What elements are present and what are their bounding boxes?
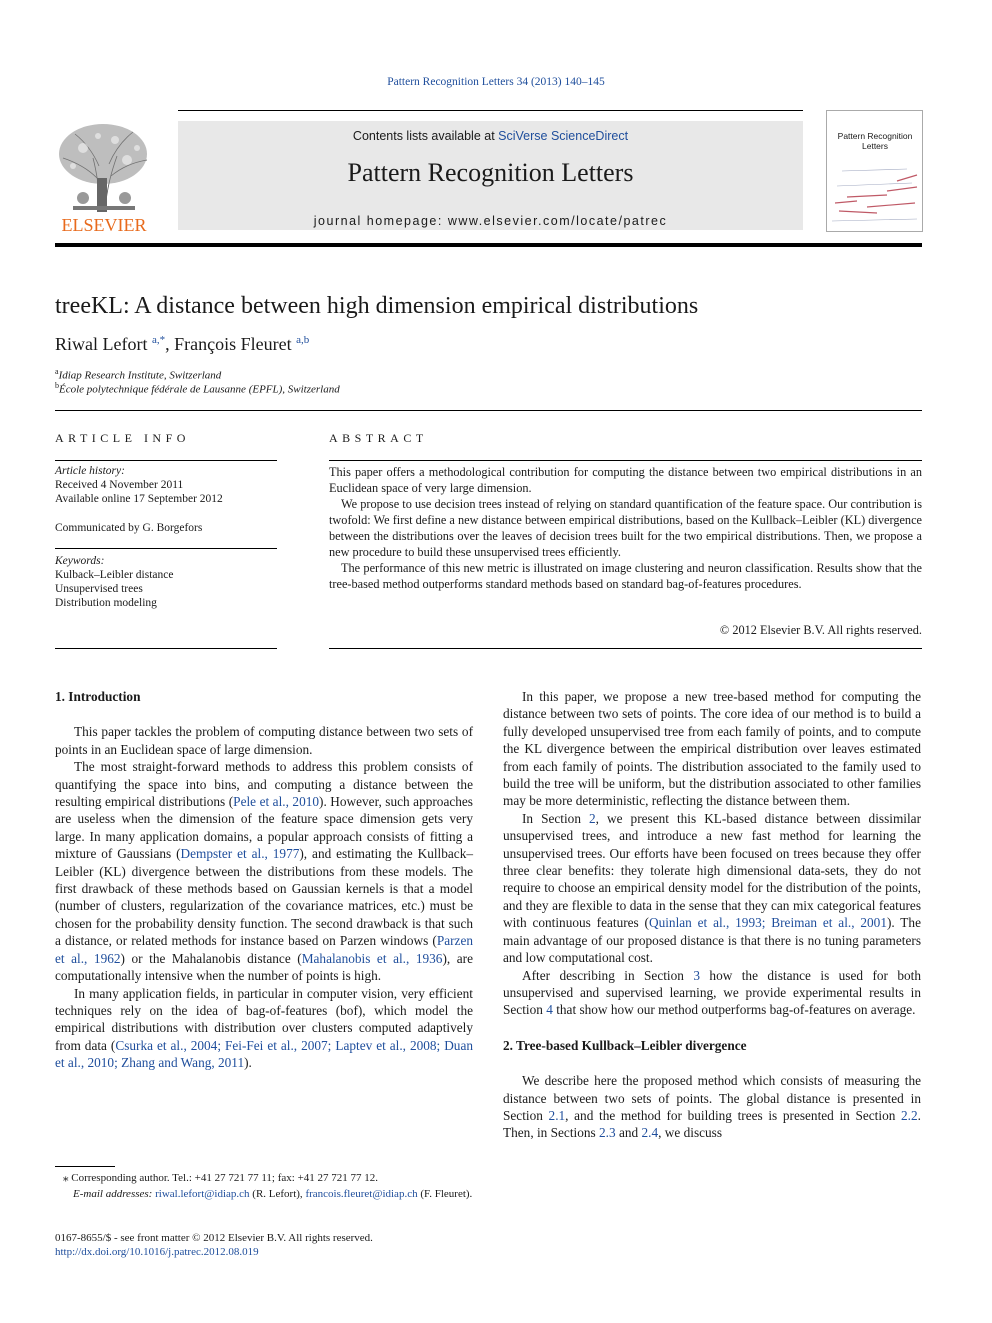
abstract-rule (329, 648, 922, 649)
citation-link[interactable]: Dempster et al., 1977 (180, 846, 300, 862)
sciencedirect-link[interactable]: SciVerse ScienceDirect (498, 129, 629, 143)
info-rule (55, 548, 277, 549)
svg-text:ELSEVIER: ELSEVIER (61, 215, 147, 234)
author-list: Riwal Lefort $^{a,*}$, François Fleuret $^{a,b}$ (55, 334, 310, 354)
section-link[interactable]: 4 (546, 1002, 553, 1018)
abstract-text: This paper offers a methodological contribution for computing the distance between two empirical distributions in an Euclidean space of very large dimension. We propose to use decision trees instead of relying on standard quantification of the feature space. Our contribution is twofold: We first define a new distance between empirical distributions, based on the Kullback–Leibler (KL) divergence between the distributions over the leaves of decision trees built for the two empirical distributions. Then, we propose a new procedure to build these unsupervised trees efficiently. The performance of this new metric is illustrated on image clustering and neuron classification. Results show that the tree-based method outperforms standard methods based on standard bag-of-features procedures. (329, 465, 922, 591)
article-history: Article history: Received 4 November 2011 Available online 17 September 2012 Communicated by G. Borgefors (55, 464, 277, 535)
journal-banner (178, 121, 803, 230)
section-heading: 2. Tree-based Kullback–Leibler divergence (503, 1037, 747, 1053)
author-name: Riwal Lefort (55, 334, 148, 354)
affiliation: $^b$École polytechnique fédérale de Lausanne (EPFL), Switzerland (55, 381, 340, 396)
email-footnote: E-mail addresses: riwal.lefort@idiap.ch (R. Lefort), francois.fleuret@idiap.ch (F. Fleuret). (73, 1188, 473, 1200)
header-thick-rule (55, 243, 922, 247)
author-affiliation-marker[interactable]: a,b (296, 334, 310, 346)
citation-link[interactable]: Quinlan et al., 1993; Breiman et al., 2001 (648, 915, 887, 931)
journal-cover (826, 110, 923, 232)
section-rule (55, 410, 922, 411)
abstract-rule (329, 460, 922, 461)
section-link[interactable]: 2.3 (599, 1125, 616, 1141)
paragraph: In this paper, we propose a new tree-based method for computing the distance between two sets of points. The core idea of our method is to build a fully developed unsupervised tree from each family of points, and to compute the KL divergence between the empirical distribution over leaves estimated from each family of points. The distribution associated to the family used to build the tree will be uniform, but the distribution associated to other families may be more deterministic, reflecting the distance between them. (503, 689, 921, 809)
paragraph: In Section 2, we present this KL-based distance between dissimilar unsupervised trees, and introduce a new fast method for learning the unsupervised trees. Our efforts have been focused on trees because they offer three clear benefits: they tolerate high dimensional data-sets, they do not require to choose an empirical density model for the distribution of the points, and they are flexible to data in the sense that they can mix categorical features with continuous features (Quinlan et al., 1993; Breiman et al., 2001). The main advantage of our proposed distance is that there is no tuning parameters and low computational cost. (503, 810, 922, 966)
section-link[interactable]: 2.4 (641, 1125, 659, 1141)
section-link[interactable]: 2 (589, 810, 596, 826)
section-link[interactable]: 2.2 (901, 1107, 918, 1123)
info-rule (55, 648, 277, 649)
affiliation: $^a$Idiap Research Institute, Switzerland (55, 367, 222, 382)
contents-line: Contents lists available at SciVerse ScienceDirect (352, 129, 629, 143)
communicated-by: Communicated by G. Borgefors (55, 522, 203, 534)
info-rule (55, 460, 277, 461)
citation-link[interactable]: Mahalanobis et al., 1936 (301, 950, 443, 966)
cover-title: Pattern Recognition Letters (837, 131, 913, 151)
body-right-column (503, 688, 921, 1142)
article-info-heading: ARTICLE INFO (55, 431, 190, 445)
header-rule (178, 110, 803, 111)
cover-artwork-icon (827, 111, 922, 231)
keyword: Distribution modeling (55, 597, 157, 609)
citation-link[interactable]: Parzen et al., 1962 (55, 933, 473, 966)
paragraph: This paper tackles the problem of computing distance between two sets of points in an Euclidean space of large dimension. (55, 724, 473, 757)
author-name: François Fleuret (174, 334, 292, 354)
citation-link[interactable]: Pele et al., 2010 (233, 794, 320, 810)
paragraph: After describing in Section 3 how the distance is used for both unsupervised and supervised learning, we provide experimental results in Section 4 that show how our method outperforms bag-of-features on average. (503, 967, 922, 1018)
copyright: © 2012 Elsevier B.V. All rights reserved. (719, 623, 922, 637)
paragraph: We describe here the proposed method which consists of measuring the distance between two sets of points. The global distance is presented in Section 2.1, and the method for building trees is presented in Section 2.2. Then, in Sections 2.3 and 2.4, we discuss (503, 1073, 921, 1141)
body-left-column (55, 688, 473, 1072)
homepage-url[interactable]: www.elsevier.com/locate/patrec (447, 214, 668, 228)
journal-homepage: journal homepage: www.elsevier.com/locate/patrec (313, 214, 668, 228)
footnote-rule (55, 1166, 115, 1167)
corresponding-author-note: ⁎ Corresponding author. Tel.: +41 27 721 77 11; fax: +41 27 721 77 12. (63, 1172, 379, 1184)
keywords: Keywords: Kulback–Leibler distance Unsupervised trees Distribution modeling (55, 554, 277, 610)
issn-line: 0167-8655/$ - see front matter © 2012 Elsevier B.V. All rights reserved. http://dx.doi.org/10.1016/j.patrec.2012.08.019 (55, 1232, 373, 1258)
journal-reference[interactable]: Pattern Recognition Letters 34 (2013) 140–145 (387, 76, 605, 88)
journal-name: Pattern Recognition Letters (347, 158, 634, 187)
paper-title: treeKL: A distance between high dimension empirical distributions (55, 293, 699, 319)
keyword: Kulback–Leibler distance (55, 569, 174, 581)
email-link[interactable]: francois.fleuret@idiap.ch (305, 1188, 418, 1200)
paragraph: The most straight-forward methods to address this problem consists of quantifying the space into bins, and computing a distance between the resulting empirical distributions (Pele et al., 2010). However, such approaches are useless when the dimension of the feature space dimension gets very large. In many application domains, a popular approach consists of fitting a mixture of Gaussians (Dempster et al., 1977), and estimating the Kullback–Leibler (KL) divergence between the distributions from these models. The first drawback of these methods based on Gaussian kernels is that a model (number of clusters, regularization of the covariance matrices, etc.) must be chosen for the probability density function. The second drawback is that such a distance, or related methods for instance based on Parzen windows (Parzen et al., 1962) or the Mahalanobis distance (Mahalanobis et al., 1936), are computationally intensive when the number of points is high. (55, 759, 473, 984)
elsevier-logo (53, 118, 155, 234)
abstract-heading: ABSTRACT (329, 431, 428, 445)
doi-link[interactable]: http://dx.doi.org/10.1016/j.patrec.2012.08.019 (55, 1246, 259, 1258)
paragraph: In many application fields, in particular in computer vision, very efficient techniques rely on the idea of bag-of-features (bof), which model the empirical distributions with distribution over clusters computed adaptively from data (Csurka et al., 2004; Fei-Fei et al., 2007; Laptev et al., 2008; Duan et al., 2010; Zhang and Wang, 2011). (55, 985, 473, 1071)
author-affiliation-marker[interactable]: a,* (151, 334, 166, 346)
email-link[interactable]: riwal.lefort@idiap.ch (155, 1188, 250, 1200)
section-heading: 1. Introduction (55, 689, 141, 704)
keyword: Unsupervised trees (55, 583, 143, 595)
elsevier-tree-icon (53, 118, 155, 234)
section-link[interactable]: 2.1 (548, 1107, 566, 1123)
section-link[interactable]: 3 (693, 967, 700, 983)
citation-link[interactable]: Csurka et al., 2004; Fei-Fei et al., 2007; Laptev et al., 2008; Duan et al., 2010; Zhang and Wang, 2011 (55, 1037, 473, 1071)
